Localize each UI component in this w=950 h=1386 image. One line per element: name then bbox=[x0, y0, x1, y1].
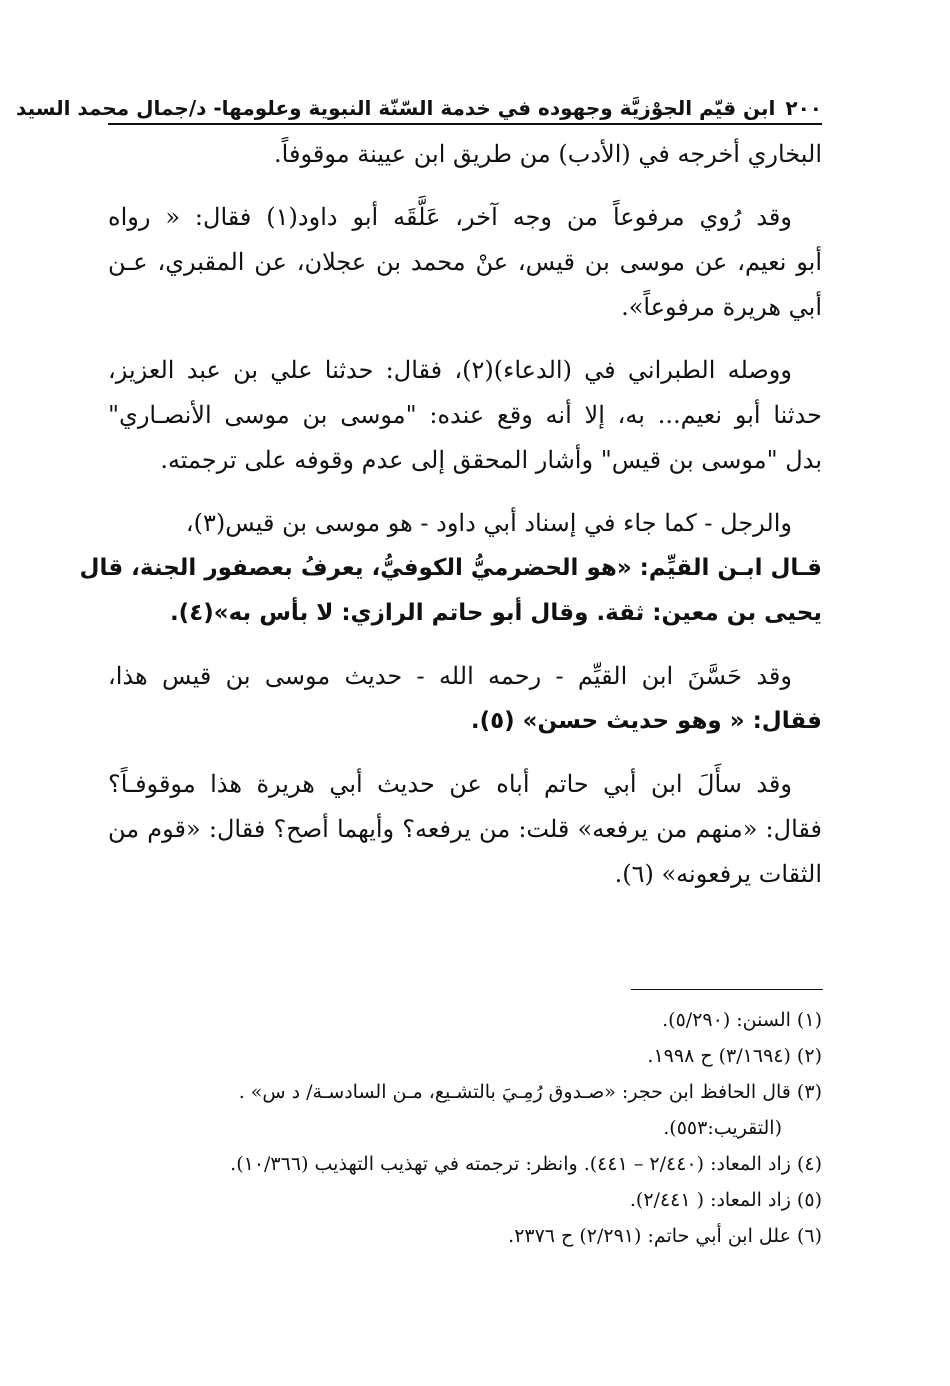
footnote-continuation: (التقريب:٥٥٣). bbox=[663, 1117, 782, 1139]
quote-line: قـال ابـن القيِّم: «هو الحضرميُّ الكوفيُّ، يعرفُ بعصفور الجنة، قال bbox=[79, 555, 822, 581]
footnote: (١) السنن: (٥/٢٩٠). bbox=[662, 1009, 822, 1031]
text-line: الثقات يرفعونه» (٦). bbox=[614, 860, 822, 888]
footnote: (٦) علل ابن أبي حاتم: (٢/٢٩١) ح ٢٣٧٦. bbox=[508, 1225, 822, 1247]
footnote: (٥) زاد المعاد: ( ٢/٤٤١). bbox=[629, 1189, 822, 1211]
text-line: ووصله الطبراني في (الدعاء)(٢)، فقال: حدثنا علي بن عبد العزيز، bbox=[108, 356, 792, 384]
text-line: أبو نعيم، عن موسى بن قيس، عنْ محمد بن عجلان، عن المقبري، عـن bbox=[108, 248, 822, 276]
text-line: وقد حَسَّنَ ابن القيِّم - رحمه الله - حديث موسى بن قيس هذا، bbox=[108, 662, 792, 690]
text-line: حدثنا أبو نعيم... به، إلا أنه وقع عنده: "موسى بن موسى الأنصـاري" bbox=[108, 401, 822, 429]
running-header bbox=[16, 95, 822, 125]
footnote: (٢) (٣/١٦٩٤) ح ١٩٩٨. bbox=[647, 1045, 822, 1067]
text-line: وقد سأَلَ ابن أبي حاتم أباه عن حديث أبي هريرة هذا موقوفـاً؟ bbox=[108, 770, 792, 798]
footnote-divider bbox=[631, 989, 823, 990]
text-line: البخاري أخرجه في (الأدب) من طريق ابن عيينة موقوفاً. bbox=[274, 140, 822, 168]
page-number: ٢٠٠ bbox=[785, 96, 822, 120]
footnote: (٣) قال الحافظ ابن حجر: «صـدوق رُمِـيَ بالتشـيع، مـن السادسـة/ د س» . bbox=[238, 1081, 822, 1103]
footnotes bbox=[108, 1002, 822, 1254]
text-line: بدل "موسى بن قيس" وأشار المحقق إلى عدم وقوفه على ترجمته. bbox=[160, 446, 822, 474]
text-line: والرجل - كما جاء في إسناد أبي داود - هو موسى بن قيس(٣)، bbox=[185, 509, 792, 537]
text-line: أبي هريرة مرفوعاً». bbox=[621, 293, 822, 321]
quote-line: يحيى بن معين: ثقة. وقال أبو حاتم الرازي: لا بأس به»(٤). bbox=[169, 600, 822, 626]
text-line: وقد رُوي مرفوعاً من وجه آخر، عَلَّقَه أبو داود(١) فقال: « رواه bbox=[108, 203, 792, 231]
footnote: (٤) زاد المعاد: (٢/٤٤٠ – ٤٤١). وانظر: ترجمته في تهذيب التهذيب (١٠/٣٦٦). bbox=[230, 1153, 822, 1175]
book-title: ابن قيّم الجوْزيَّة وجهوده في خدمة السّنّة النبوية وعلومها- د/جمال محمد السيد bbox=[16, 96, 776, 120]
quote-line: فقال: « وهو حديث حسن» (٥). bbox=[470, 708, 822, 734]
text-line: فقال: «منهم من يرفعه» قلت: من يرفعه؟ وأيهما أصح؟ فقال: «قوم من bbox=[108, 815, 822, 843]
main-text bbox=[79, 132, 822, 897]
